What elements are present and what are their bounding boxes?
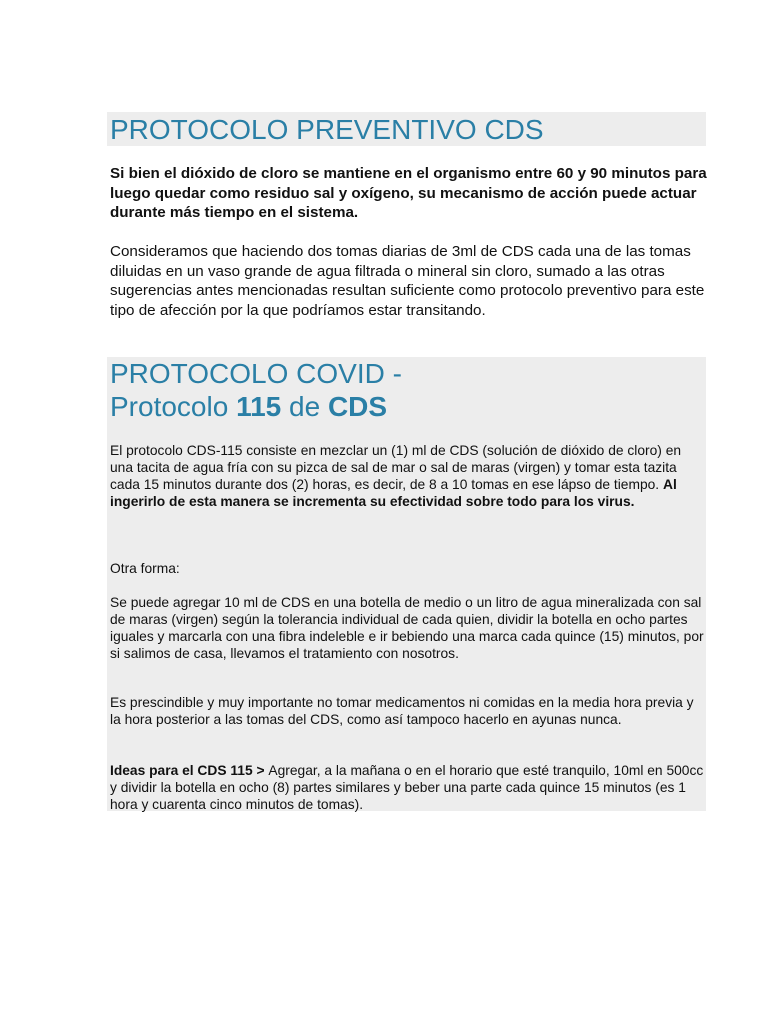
intro-bold-paragraph: Si bien el dióxido de cloro se mantiene en el organismo entre 60 y 90 minutos para luego quedar como residuo sal y oxígeno, su mecanismo de acción puede actuar durante más tiempo en el sistema. — [110, 165, 707, 221]
ideas-text: Agregar, a la mañana o en el horario que esté tranquilo, 10ml en 500cc y dividir la botella en ocho (8) partes similares y beber una parte cada quince 15 minutos (es 1 hora y cuarenta cinco minutos de tomas). — [110, 763, 704, 812]
covid-title-number: 115 — [236, 391, 282, 422]
ideas-paragraph — [110, 762, 704, 813]
bottle-method-paragraph: Se puede agregar 10 ml de CDS en una botella de medio o un litro de agua mineralizada con sal de maras (virgen) según la tolerancia individual de cada quien, dividir la botella en ocho partes iguales y marcarla con una fibra indeleble e ir bebiendo una marca cada quince (15) minutos, por si salimos de casa, llevamos el tratamiento con nosotros. — [110, 595, 704, 661]
protocol-paragraph — [110, 442, 704, 510]
covid-title-mid: de — [281, 391, 328, 422]
protocol-paragraph-text: El protocolo CDS-115 consiste en mezclar un (1) ml de CDS (solución de dióxido de cloro) en una tacita de agua fría con su pizca de sal de mar o sal de maras (virgen) y tomar esta tazita cada 15 minutos durante dos (2) horas, es decir, de 8 a 10 tomas en ese lápso de tiempo. — [110, 443, 682, 492]
covid-title-line1: PROTOCOLO COVID - — [110, 358, 402, 389]
otra-forma-label: Otra forma: — [110, 561, 180, 576]
covid-title-cds: CDS — [327, 391, 388, 422]
covid-section-background — [107, 357, 706, 811]
intro-paragraph: Consideramos que haciendo dos tomas diarias de 3ml de CDS cada una de las tomas diluidas en un vaso grande de agua filtrada o mineral sin cloro, sumado a las otras sugerencias antes mencionadas resultan suficiente como protocolo preventivo para este tipo de afección por la que podríamos estar transitando. — [110, 243, 705, 319]
section-title-covid — [110, 357, 402, 423]
ideas-label: Ideas para el CDS 115 > — [110, 763, 269, 778]
covid-title-prefix: Protocolo — [110, 391, 237, 422]
section-title-preventivo: PROTOCOLO PREVENTIVO CDS — [110, 114, 544, 145]
fasting-note-paragraph: Es prescindible y muy importante no tomar medicamentos ni comidas en la media hora previa y la hora posterior a las tomas del CDS, como así tampoco hacerlo en ayunas nunca. — [110, 695, 694, 727]
protocol-paragraph-bold: Al ingerirlo de esta manera se incrementa su efectividad sobre todo para los virus. — [110, 477, 677, 509]
